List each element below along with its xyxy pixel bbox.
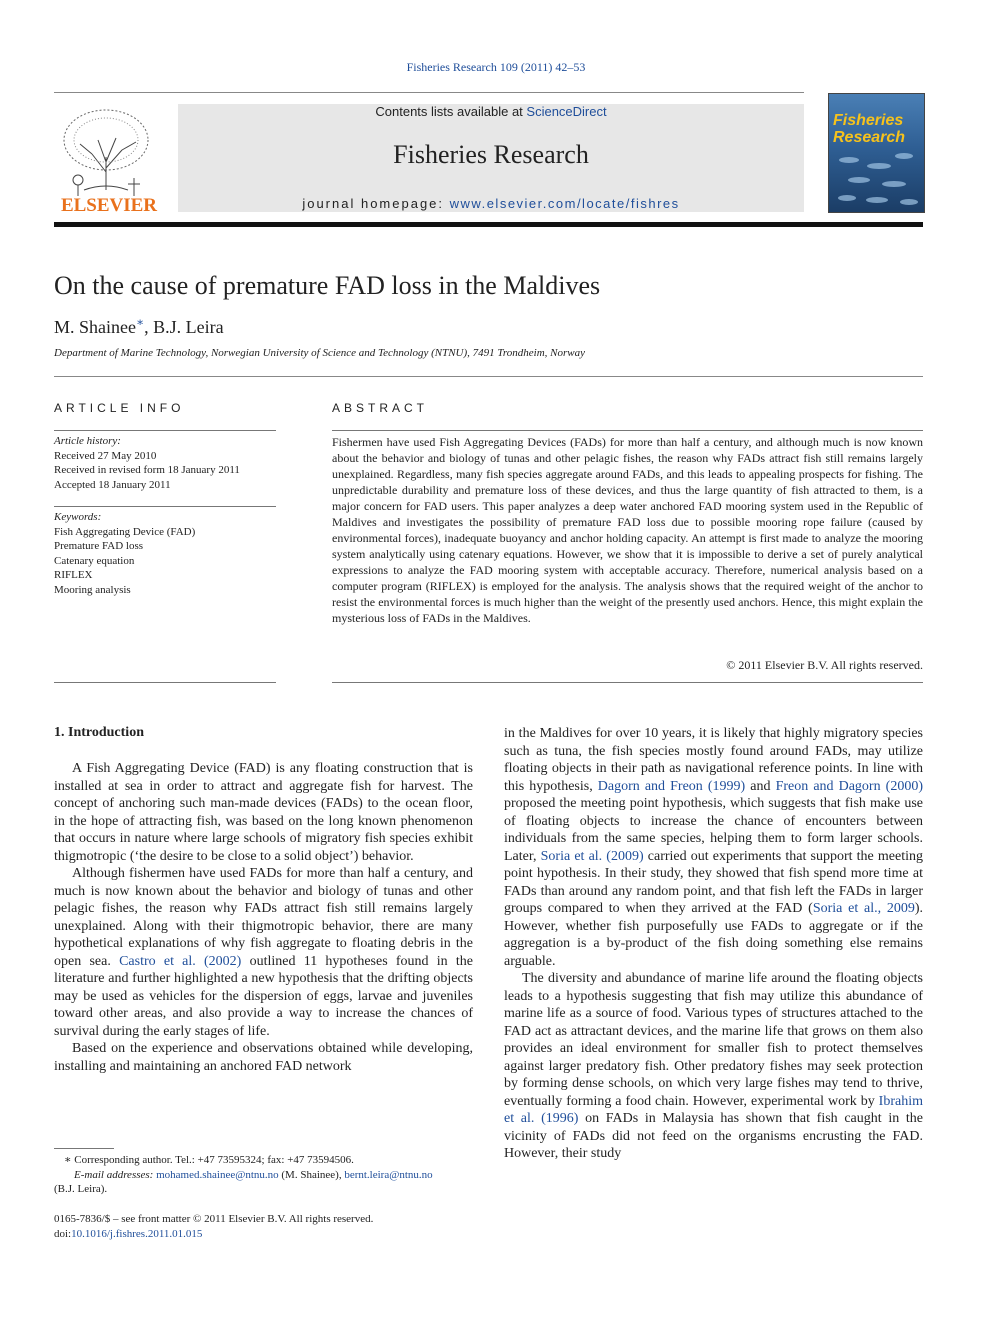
homepage-link[interactable]: www.elsevier.com/locate/fishres bbox=[449, 196, 680, 211]
body-text: ). However, whether fish purposefully use FADs to aggregate or if the aggregation is a by-product of the fish doing something else remains arguable. bbox=[504, 901, 923, 969]
issn-line: 0165-7836/$ – see front matter © 2011 Elsevier B.V. All rights reserved. bbox=[54, 1213, 374, 1225]
citation-link[interactable]: Dagorn and Freon (1999) bbox=[597, 778, 746, 794]
body-paragraph bbox=[504, 725, 923, 970]
header-top-rule bbox=[54, 92, 804, 93]
body-text: on FADs in Malaysia has shown that fish caught in the vicinity of FADs did not feed on the organisms encrusting the FAD. However, their study bbox=[504, 1111, 923, 1161]
doi-label: doi: bbox=[54, 1227, 72, 1240]
author-list bbox=[54, 315, 224, 338]
footnote-divider bbox=[54, 1148, 114, 1149]
citation-link[interactable]: Ibrahim et al. (1996) bbox=[504, 1093, 923, 1126]
doi-link[interactable]: 10.1016/j.fishres.2011.01.015 bbox=[71, 1227, 203, 1240]
body-text: outlined 11 hypotheses found in the literature and further highlighted a new hypothesis that the drifting objects may be used as vehicles for the dispersion of eggs, larvae and juveniles toward other areas, and also provide a way to increase the chances of survival during the early stages of life. bbox=[54, 953, 473, 1039]
history-heading: Article history: bbox=[54, 435, 121, 447]
keyword-item: Catenary equation bbox=[54, 554, 135, 567]
divider bbox=[332, 430, 923, 431]
article-title: On the cause of premature FAD loss in the Maldives bbox=[54, 271, 601, 300]
body-paragraph bbox=[504, 970, 923, 1163]
email-owner: (B.J. Leira). bbox=[54, 1183, 108, 1195]
email-label: E-mail addresses: bbox=[74, 1168, 157, 1181]
history-item: Received in revised form 18 January 2011 bbox=[54, 464, 240, 476]
history-item: Received 27 May 2010 bbox=[54, 449, 157, 462]
journal-title: Fisheries Research bbox=[393, 140, 589, 169]
history-item: Accepted 18 January 2011 bbox=[54, 478, 171, 491]
elsevier-logo bbox=[54, 102, 164, 214]
email-note bbox=[54, 1168, 473, 1183]
elsevier-wordmark: ELSEVIER bbox=[60, 195, 158, 214]
keyword-item: RIFLEX bbox=[54, 569, 93, 581]
citation-link[interactable]: Soria et al. (2009) bbox=[540, 848, 644, 864]
journal-cover-image bbox=[828, 93, 925, 213]
article-history bbox=[54, 434, 276, 492]
contents-line bbox=[178, 104, 804, 119]
body-text: Although fishermen have used FADs for more than half a century, and much is now known about the behavior and biology of tunas and other pelagic fishes, the reason why FADs attract fish still remains largely unexplained. Along with their thigmotropic behavior, there are many hypothetical explanations of why fish aggregate to floating debris in the open sea. bbox=[54, 866, 473, 969]
journal-citation[interactable]: Fisheries Research 109 (2011) 42–53 bbox=[406, 60, 586, 74]
keywords-heading: Keywords: bbox=[54, 511, 102, 523]
body-column-left bbox=[54, 760, 473, 1075]
copyright-notice: © 2011 Elsevier B.V. All rights reserved. bbox=[726, 658, 923, 672]
citation-link[interactable]: Castro et al. (2002) bbox=[119, 953, 242, 969]
keyword-item: Mooring analysis bbox=[54, 583, 131, 596]
header-thick-rule bbox=[54, 222, 923, 227]
footnote-mark: ∗ bbox=[64, 1154, 72, 1166]
elsevier-tree-icon bbox=[54, 102, 164, 214]
citation-link[interactable]: Freon and Dagorn (2000) bbox=[775, 778, 923, 794]
footnotes bbox=[54, 1153, 473, 1197]
body-text: The diversity and abundance of marine life around the floating objects leads to a hypothesis suggesting that fish may utilize this abundance of marine life as a source of food. Various types of structures attached to the FAD act as attractant devices, and the marine life that grows on them also provides an ideal environment for smaller fish to protect themselves against larger predatory fish. Other predatory fishes may seek protection by forming dense schools, on which very large fishes may tend to thrive, eventually forming a food chain. However, experimental work by bbox=[504, 971, 923, 1109]
homepage-prefix: journal homepage: bbox=[302, 196, 450, 211]
divider bbox=[54, 376, 923, 377]
body-text: proposed the meeting point hypothesis, which suggests that fish make use of floating objects to increase the chance of encounters between individuals from the same species, helping them to form larger schools. Later, bbox=[504, 796, 923, 864]
section-heading: 1. Introduction bbox=[54, 725, 144, 740]
body-paragraph: Based on the experience and observations obtained while developing, installing and maintaining an anchored FAD network bbox=[54, 1041, 473, 1074]
corresponding-author-note bbox=[54, 1153, 473, 1168]
abstract-text: Fishermen have used Fish Aggregating Devices (FADs) for more than half a century, and although much is now known about the behavior and biology of tunas and other pelagic fishes, the reason why FADs attract fish still remains largely unexplained. Regardless, many fish species aggregate around FADs, and this leads to appealing prospects for fishing. The unpredictable durability and premature loss of these devices, and thus the large quantity of fish attracted to them, is a major concern for FAD users. This paper analyzes a deep water anchored FAD mooring system used in the Republic of Maldives and investigates the possibility of premature FAD loss due to possible mooring rope failure (caused by environmental forces), inadequate buoyancy and anchor holding capacity. An attempt is first made to analyze the mooring system analytically using catenary equations. However, we show that it is impossible to derive a set of purely analytical expressions to analyze the FAD mooring system with acceptable accuracy. Therefore, numerical analysis based on a computer program (RIFLEX) is employed for the analysis. The analysis shows that the required weight of the anchor to resist the environmental forces is much higher than the weight of the presently used anchors. Hence, this might explain the mysterious loss of FADs in the Maldives. bbox=[332, 435, 923, 625]
body-column-right bbox=[504, 725, 923, 1163]
body-text: and bbox=[745, 778, 776, 794]
body-paragraph: A Fish Aggregating Device (FAD) is any floating construction that is installed at sea in order to attract and aggregate fish for harvest. The concept of anchoring such man-made devices (FADs) to the ocean floor, in the hope of attracting fish, was based on the long known phenomenon that occurs in nature where large schools of migratory fish species exhibit thigmotropic (‘the desire to be close to a solid object’) behavior. bbox=[54, 761, 473, 864]
keyword-item: Fish Aggregating Device (FAD) bbox=[54, 525, 196, 538]
front-matter bbox=[54, 1212, 473, 1241]
divider bbox=[54, 430, 276, 431]
body-text: in the Maldives for over 10 years, it is likely that highly migratory species such as tuna, the fish species mostly found around FADs, may utilize floating objects in their path as navigational reference points. In line with this hypothesis, bbox=[504, 726, 923, 794]
body-text: carried out experiments that support the meeting point hypothesis. In their study, they showed that fish spend more time at FADs than around any random point, and that fish left the FADs in larger groups compared to when they arrived at the FAD ( bbox=[504, 848, 923, 916]
homepage-line bbox=[178, 196, 804, 211]
author-name: B.J. Leira bbox=[153, 317, 224, 337]
keywords bbox=[54, 510, 276, 597]
author-affiliation: Department of Marine Technology, Norwegian University of Science and Technology (NTNU), 7491 Trondheim, Norway bbox=[54, 347, 586, 359]
keyword-item: Premature FAD loss bbox=[54, 540, 144, 552]
author-name: M. Shainee bbox=[54, 317, 136, 337]
citation-link[interactable]: Soria et al., 2009 bbox=[812, 901, 915, 916]
abstract-heading: ABSTRACT bbox=[332, 401, 429, 415]
cover-title: Fisheries Research bbox=[833, 112, 906, 146]
fish-school-icon bbox=[829, 94, 924, 212]
body-paragraph bbox=[54, 865, 473, 1040]
sciencedirect-link[interactable]: ScienceDirect bbox=[526, 104, 607, 119]
divider bbox=[54, 506, 276, 507]
email-owner: (M. Shainee), bbox=[278, 1168, 345, 1181]
divider bbox=[54, 682, 276, 683]
article-info-heading: ARTICLE INFO bbox=[54, 401, 185, 415]
email-link[interactable]: mohamed.shainee@ntnu.no bbox=[156, 1168, 279, 1181]
doi-line bbox=[54, 1227, 473, 1242]
footnote-text: Corresponding author. Tel.: +47 73595324; fax: +47 73594506. bbox=[71, 1154, 354, 1166]
divider bbox=[332, 682, 923, 683]
author-separator: , bbox=[144, 317, 154, 337]
corresponding-author-mark[interactable]: ∗ bbox=[135, 315, 145, 329]
contents-prefix: Contents lists available at bbox=[375, 104, 527, 119]
email-link[interactable]: bernt.leira@ntnu.no bbox=[344, 1168, 433, 1181]
